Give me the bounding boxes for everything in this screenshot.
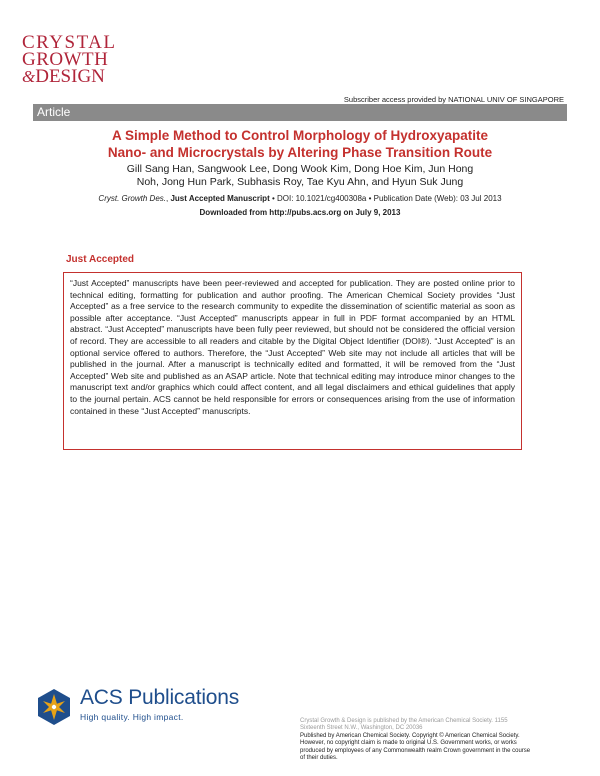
citation-manuscript-type: Just Accepted Manuscript — [170, 194, 270, 203]
copyright-line: However, no copyright claim is made to original U.S. Government works, or works — [300, 740, 517, 747]
author-list — [60, 163, 540, 189]
copyright-line: Published by American Chemical Society. Copyright © American Chemical Society. — [300, 733, 520, 739]
download-note: Downloaded from http://pubs.acs.org on July 9, 2013 — [199, 208, 401, 217]
citation-doi-date: • DOI: 10.1021/cg400308a • Publication Date (Web): 03 Jul 2013 — [269, 194, 502, 203]
author-line: Gill Sang Han, Sangwook Lee, Dong Wook Kim, Dong Hoe Kim, Jun Hong — [126, 163, 474, 175]
citation-sep: , — [166, 194, 171, 203]
article-type-bar — [33, 104, 567, 121]
logo-design-word: DESIGN — [35, 66, 105, 88]
citation-line — [20, 194, 580, 203]
copyright-line: of their duties. — [300, 755, 338, 762]
citation-journal: Cryst. Growth Des. — [98, 194, 166, 203]
logo-ampersand: & — [22, 67, 36, 87]
article-label: Article — [37, 105, 71, 119]
just-accepted-notice — [63, 272, 522, 450]
article-title — [40, 127, 560, 161]
author-line: Noh, Jong Hun Park, Subhasis Roy, Tae Kyu Ahn, and Hyun Suk Jung — [136, 176, 464, 188]
subscriber-access-note: Subscriber access provided by NATIONAL UNIV OF SINGAPORE — [343, 95, 564, 104]
title-line: A Simple Method to Control Morphology of Hydroxyapatite — [112, 128, 488, 143]
just-accepted-body: “Just Accepted” manuscripts have been peer-reviewed and accepted for publication. They are posted online prior to technical editing, formatting for publication and author proofing. The American Chemical Society provides “Just Accepted” as a free service to the research community to expedite the dissemination of scientific material as soon as possible after acceptance. “Just Accepted” manuscripts appear in full in PDF format accompanied by an HTML abstract. “Just Accepted” manuscripts have been fully peer reviewed, but should not be considered the official version of record. They are accessible to all readers and citable by the Digital Object Identifier (DOI®). “Just Accepted” is an optional service offered to authors. Therefore, the “Just Accepted” Web site may not include all articles that will be published in the journal. After a manuscript is technically edited and formatted, it will be removed from the “Just Accepted” Web site and published as an ASAP article. Note that technical editing may introduce minor changes to the manuscript text and/or graphics which could affect content, and all legal disclaimers and ethical guidelines that apply to the journal pertain. ACS cannot be held responsible for errors or consequences arising from the use of information contained in these “Just Accepted” manuscripts. — [70, 278, 515, 416]
logo-line-design — [22, 66, 132, 88]
publisher-address — [300, 718, 590, 733]
publisher-address-line: Crystal Growth & Design is published by the American Chemical Society. 1155 — [300, 718, 508, 724]
copyright-line: produced by employees of any Commonwealth realm Crown government in the course — [300, 747, 531, 754]
logo-line-growth: GROWTH — [22, 49, 109, 71]
journal-logo — [22, 32, 132, 88]
acs-tagline: High quality. High impact. — [80, 712, 184, 722]
publisher-address-line: Sixteenth Street N.W., Washington, DC 20036 — [300, 725, 423, 732]
title-line: Nano- and Microcrystals by Altering Phase Transition Route — [107, 145, 493, 160]
copyright-notice — [300, 733, 590, 763]
acs-publications-name: ACS Publications — [80, 686, 240, 709]
logo-line-crystal: CRYSTAL — [22, 32, 117, 53]
just-accepted-heading: Just Accepted — [66, 254, 134, 265]
